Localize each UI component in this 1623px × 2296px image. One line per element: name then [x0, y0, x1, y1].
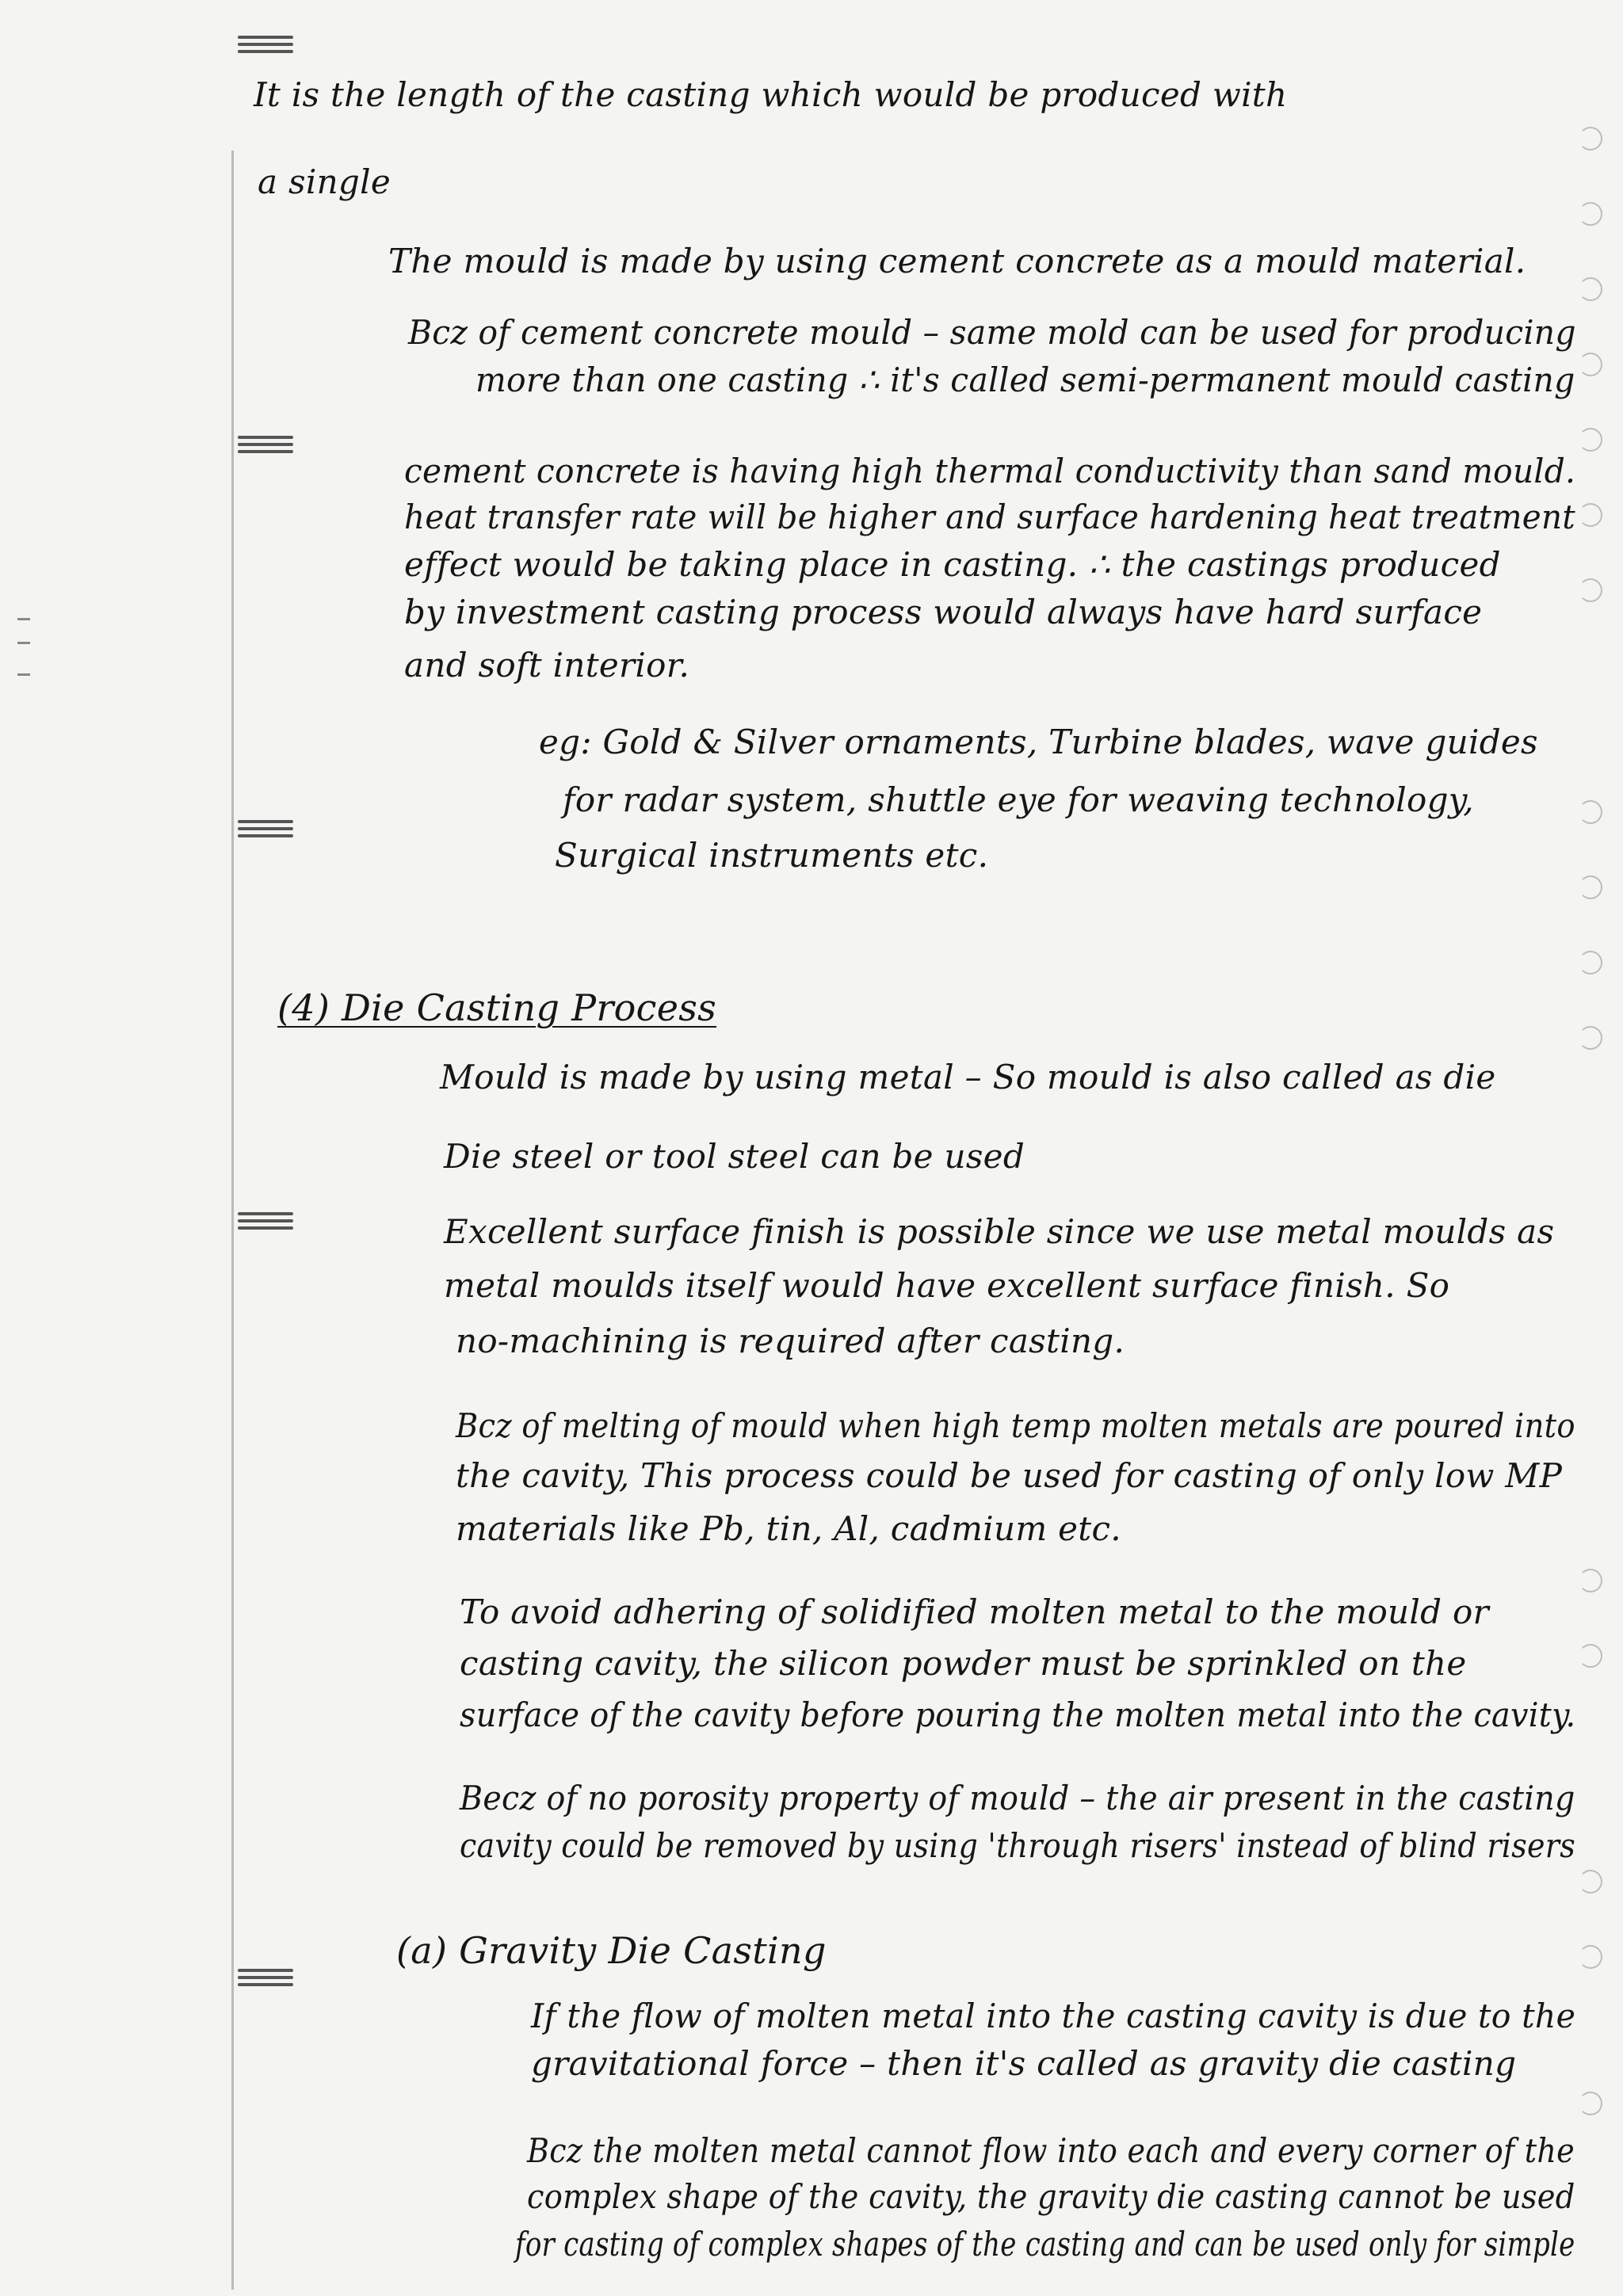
- staple-mark: [238, 432, 293, 463]
- note-line: Bcz the molten metal cannot flow into each and every corner of the: [527, 2131, 1575, 2170]
- punch-hole: [1579, 1945, 1602, 1969]
- note-line: more than one casting ∴ it's called semi-permanent mould casting: [475, 360, 1575, 399]
- note-line: for casting of complex shapes of the casting and can be used only for simple: [515, 2225, 1575, 2264]
- note-line: Becz of no porosity property of mould – the air present in the casting: [460, 1779, 1575, 1817]
- punch-hole: [1579, 127, 1602, 151]
- punch-hole: [1579, 277, 1602, 301]
- staple-mark: [238, 1965, 293, 1997]
- punch-hole: [1579, 503, 1602, 527]
- note-line: Bcz of cement concrete mould – same mold can be used for producing: [408, 313, 1576, 352]
- note-line: eg: Gold & Silver ornaments, Turbine blades, wave guides: [539, 723, 1538, 761]
- note-line: Surgical instruments etc.: [555, 836, 989, 875]
- note-line: gravitational force – then it's called as gravity die casting: [531, 2044, 1517, 2083]
- note-line: for radar system, shuttle eye for weaving technology,: [563, 780, 1474, 819]
- punch-hole: [1579, 2092, 1602, 2115]
- punch-hole: [1579, 1026, 1602, 1050]
- punch-hole: [1579, 800, 1602, 824]
- staple-mark: [238, 32, 293, 63]
- staple-mark: [238, 816, 293, 848]
- edge-tick: [17, 642, 30, 644]
- subsection-heading: (a) Gravity Die Casting: [396, 1929, 827, 1972]
- note-line: casting cavity, the silicon powder must be sprinkled on the: [460, 1644, 1467, 1683]
- note-line: materials like Pb, tin, Al, cadmium etc.: [456, 1509, 1121, 1548]
- note-line: surface of the cavity before pouring the molten metal into the cavity.: [460, 1695, 1576, 1734]
- staple-mark: [238, 1208, 293, 1240]
- edge-tick: [17, 673, 30, 676]
- note-line: It is the length of the casting which would be produced with: [254, 75, 1288, 114]
- note-line: effect would be taking place in casting. ∴ the castings produced: [404, 545, 1501, 584]
- note-line: If the flow of molten metal into the casting cavity is due to the: [531, 1997, 1576, 2035]
- note-line: Excellent surface finish is possible since we use metal moulds as: [444, 1212, 1555, 1251]
- note-line: cavity could be removed by using 'through risers' instead of blind risers: [460, 1826, 1575, 1865]
- note-line: cement concrete is having high thermal conductivity than sand mould.: [404, 452, 1576, 490]
- punch-hole: [1579, 951, 1602, 974]
- note-line: by investment casting process would always have hard surface: [404, 593, 1483, 631]
- note-line: The mould is made by using cement concrete as a mould material.: [388, 242, 1526, 280]
- note-line: the cavity, This process could be used for casting of only low MP: [456, 1456, 1563, 1495]
- punch-hole: [1579, 1644, 1602, 1668]
- punch-hole: [1579, 202, 1602, 226]
- punch-hole: [1579, 353, 1602, 376]
- note-line: metal moulds itself would have excellent surface finish. So: [444, 1266, 1450, 1305]
- section-heading: (4) Die Casting Process: [277, 986, 717, 1029]
- edge-tick: [17, 618, 30, 620]
- punch-hole: [1579, 1569, 1602, 1592]
- note-line: Die steel or tool steel can be used: [444, 1137, 1025, 1176]
- punch-hole: [1579, 875, 1602, 899]
- note-line: To avoid adhering of solidified molten metal to the mould or: [460, 1592, 1489, 1631]
- note-line: Bcz of melting of mould when high temp molten metals are poured into: [456, 1406, 1575, 1445]
- note-line: heat transfer rate will be higher and surface hardening heat treatment: [404, 498, 1575, 536]
- punch-hole: [1579, 1870, 1602, 1894]
- note-line: Mould is made by using metal – So mould is also called as die: [440, 1058, 1496, 1097]
- note-line: a single: [258, 162, 391, 201]
- margin-line: [231, 151, 234, 2290]
- note-line: complex shape of the cavity, the gravity die casting cannot be used: [527, 2177, 1575, 2216]
- punch-hole: [1579, 578, 1602, 602]
- punch-hole: [1579, 428, 1602, 452]
- note-line: no-machining is required after casting.: [456, 1322, 1125, 1360]
- note-line: and soft interior.: [404, 646, 690, 685]
